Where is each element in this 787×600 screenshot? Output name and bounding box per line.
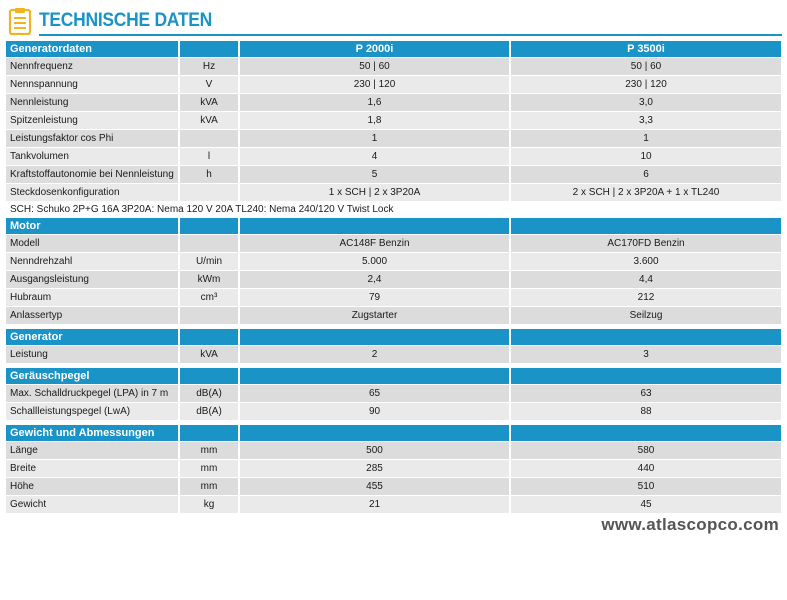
row-value-p2000i: 230 | 120 bbox=[239, 76, 510, 94]
row-value-p3500i: 440 bbox=[510, 460, 781, 478]
row-value-p2000i: 21 bbox=[239, 496, 510, 514]
row-unit: l bbox=[179, 148, 239, 166]
row-value-p3500i: Seilzug bbox=[510, 307, 781, 325]
model-header-p3500i: P 3500i bbox=[510, 41, 781, 58]
table-row bbox=[6, 346, 781, 364]
table-row bbox=[6, 235, 781, 253]
model-header-p2000i: P 2000i bbox=[239, 41, 510, 58]
table-row bbox=[6, 385, 781, 403]
row-unit: h bbox=[179, 166, 239, 184]
table-row bbox=[6, 403, 781, 421]
page-title: TECHNISCHE DATEN bbox=[39, 10, 212, 31]
row-value-p2000i: 1,6 bbox=[239, 94, 510, 112]
spec-table bbox=[6, 41, 781, 514]
row-value-p2000i: 500 bbox=[239, 442, 510, 460]
row-value-p3500i: 88 bbox=[510, 403, 781, 421]
row-unit: Hz bbox=[179, 58, 239, 76]
row-value-p3500i: 63 bbox=[510, 385, 781, 403]
row-value-p2000i: 1 x SCH | 2 x 3P20A bbox=[239, 184, 510, 202]
row-value-p2000i: 5.000 bbox=[239, 253, 510, 271]
row-unit: kWm bbox=[179, 271, 239, 289]
table-row bbox=[6, 478, 781, 496]
row-unit: dB(A) bbox=[179, 385, 239, 403]
section-header-motor bbox=[6, 218, 781, 235]
row-label: Steckdosenkonfiguration bbox=[6, 184, 179, 202]
row-value-p2000i: AC148F Benzin bbox=[239, 235, 510, 253]
row-label: Nenndrehzahl bbox=[6, 253, 179, 271]
table-row bbox=[6, 307, 781, 325]
row-label: Leistungsfaktor cos Phi bbox=[6, 130, 179, 148]
row-value-p2000i: 455 bbox=[239, 478, 510, 496]
row-label: Anlassertyp bbox=[6, 307, 179, 325]
table-row bbox=[6, 130, 781, 148]
row-value-p3500i: 230 | 120 bbox=[510, 76, 781, 94]
row-label: Leistung bbox=[6, 346, 179, 364]
row-unit: kg bbox=[179, 496, 239, 514]
table-row bbox=[6, 253, 781, 271]
row-value-p3500i: 212 bbox=[510, 289, 781, 307]
row-value-p3500i: 3 bbox=[510, 346, 781, 364]
row-unit: mm bbox=[179, 478, 239, 496]
section-title: Generator bbox=[6, 329, 179, 346]
table-row bbox=[6, 94, 781, 112]
table-row bbox=[6, 166, 781, 184]
row-label: Länge bbox=[6, 442, 179, 460]
row-unit bbox=[179, 307, 239, 325]
clipboard-icon bbox=[8, 7, 32, 35]
title-divider bbox=[39, 34, 782, 36]
row-label: Tankvolumen bbox=[6, 148, 179, 166]
section-header-geraeuschpegel bbox=[6, 368, 781, 385]
row-value-p3500i: 580 bbox=[510, 442, 781, 460]
row-unit: mm bbox=[179, 460, 239, 478]
row-label: Hubraum bbox=[6, 289, 179, 307]
row-value-p3500i: 45 bbox=[510, 496, 781, 514]
row-value-p2000i: 2,4 bbox=[239, 271, 510, 289]
note-text: SCH: Schuko 2P+G 16A 3P20A: Nema 120 V 20A TL240: Nema 240/120 V Twist Lock bbox=[6, 202, 781, 218]
row-unit: cm³ bbox=[179, 289, 239, 307]
row-label: Nennleistung bbox=[6, 94, 179, 112]
website-link[interactable]: www.atlascopco.com bbox=[601, 515, 779, 534]
row-value-p2000i: 2 bbox=[239, 346, 510, 364]
title-bar bbox=[6, 6, 782, 36]
row-label: Höhe bbox=[6, 478, 179, 496]
row-value-p3500i: 3.600 bbox=[510, 253, 781, 271]
section-header-generatordaten bbox=[6, 41, 781, 58]
section-header-gewicht bbox=[6, 425, 781, 442]
row-value-p3500i: 1 bbox=[510, 130, 781, 148]
row-value-p3500i: 510 bbox=[510, 478, 781, 496]
row-label: Modell bbox=[6, 235, 179, 253]
table-row bbox=[6, 496, 781, 514]
table-row bbox=[6, 289, 781, 307]
row-value-p3500i: 4,4 bbox=[510, 271, 781, 289]
row-value-p2000i: 65 bbox=[239, 385, 510, 403]
section-header-generator bbox=[6, 329, 781, 346]
section-title: Generatordaten bbox=[6, 41, 179, 58]
row-unit: kVA bbox=[179, 112, 239, 130]
row-unit: kVA bbox=[179, 94, 239, 112]
row-unit bbox=[179, 130, 239, 148]
row-unit: dB(A) bbox=[179, 403, 239, 421]
row-value-p2000i: 285 bbox=[239, 460, 510, 478]
row-unit bbox=[179, 235, 239, 253]
row-value-p2000i: 1 bbox=[239, 130, 510, 148]
row-value-p2000i: 4 bbox=[239, 148, 510, 166]
section-title: Gewicht und Abmessungen bbox=[6, 425, 179, 442]
table-row bbox=[6, 184, 781, 202]
socket-legend-note bbox=[6, 202, 781, 218]
row-label: Breite bbox=[6, 460, 179, 478]
table-row bbox=[6, 271, 781, 289]
table-row bbox=[6, 460, 781, 478]
table-row bbox=[6, 148, 781, 166]
row-label: Gewicht bbox=[6, 496, 179, 514]
row-label: Kraftstoffautonomie bei Nennleistung bbox=[6, 166, 179, 184]
row-value-p2000i: 79 bbox=[239, 289, 510, 307]
row-value-p2000i: 1,8 bbox=[239, 112, 510, 130]
row-value-p3500i: 2 x SCH | 2 x 3P20A + 1 x TL240 bbox=[510, 184, 781, 202]
row-label: Nennspannung bbox=[6, 76, 179, 94]
row-unit: U/min bbox=[179, 253, 239, 271]
table-row bbox=[6, 76, 781, 94]
section-title: Geräuschpegel bbox=[6, 368, 179, 385]
row-value-p3500i: 3,0 bbox=[510, 94, 781, 112]
row-label: Nennfrequenz bbox=[6, 58, 179, 76]
row-label: Max. Schalldruckpegel (LPA) in 7 m bbox=[6, 385, 179, 403]
row-label: Schallleistungspegel (LwA) bbox=[6, 403, 179, 421]
row-value-p2000i: 50 | 60 bbox=[239, 58, 510, 76]
row-value-p3500i: 50 | 60 bbox=[510, 58, 781, 76]
row-value-p2000i: 5 bbox=[239, 166, 510, 184]
row-value-p3500i: AC170FD Benzin bbox=[510, 235, 781, 253]
row-unit: mm bbox=[179, 442, 239, 460]
table-row bbox=[6, 58, 781, 76]
row-unit: V bbox=[179, 76, 239, 94]
row-label: Spitzenleistung bbox=[6, 112, 179, 130]
row-value-p2000i: Zugstarter bbox=[239, 307, 510, 325]
row-value-p3500i: 6 bbox=[510, 166, 781, 184]
table-row bbox=[6, 112, 781, 130]
section-title: Motor bbox=[6, 218, 179, 235]
row-unit: kVA bbox=[179, 346, 239, 364]
row-value-p2000i: 90 bbox=[239, 403, 510, 421]
table-row bbox=[6, 442, 781, 460]
row-unit bbox=[179, 184, 239, 202]
row-value-p3500i: 10 bbox=[510, 148, 781, 166]
row-label: Ausgangsleistung bbox=[6, 271, 179, 289]
row-value-p3500i: 3,3 bbox=[510, 112, 781, 130]
